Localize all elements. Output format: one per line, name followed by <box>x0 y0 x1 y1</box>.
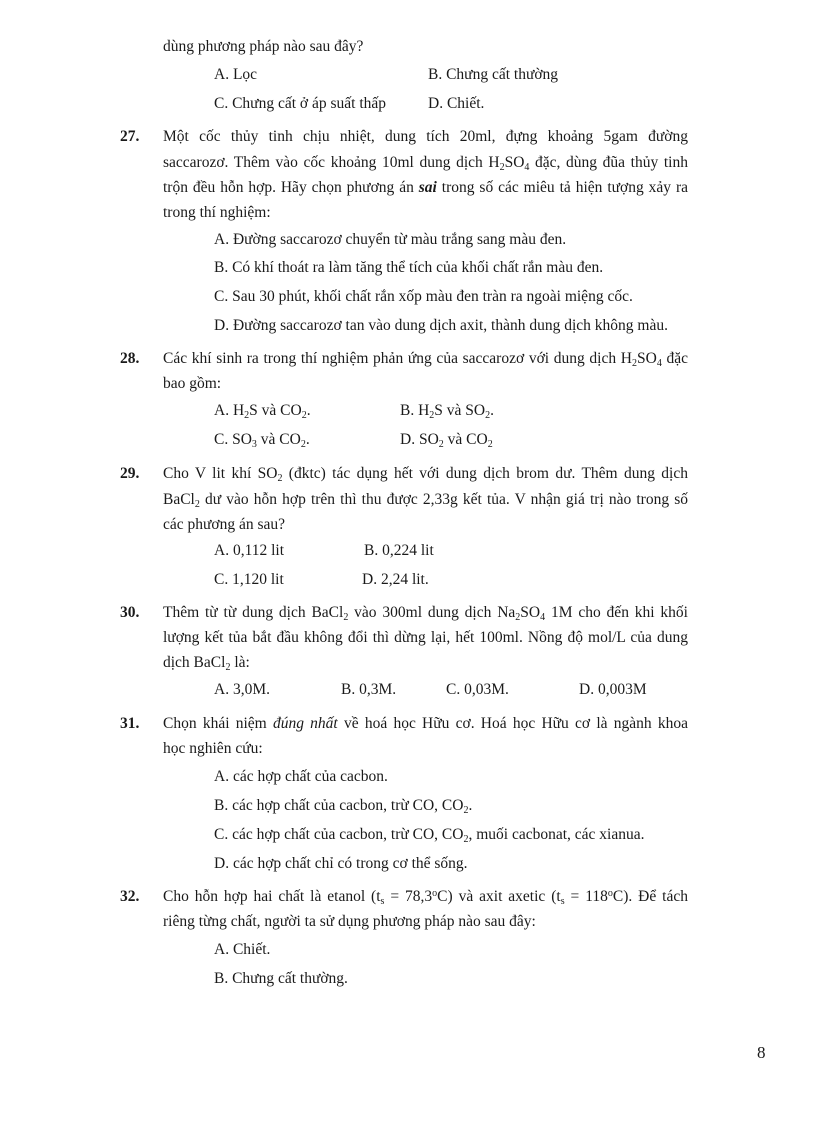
q29-option-d: D. 2,24 lit. <box>362 571 429 588</box>
question-27-number: 27. <box>120 128 140 145</box>
question-29-line-3: các phương án sau? <box>163 516 286 533</box>
question-29-line-1: Cho V lit khí $SO_2$ (đktc) tác dụng hết với dung dịch brom dư. Thêm dung dịch <box>163 465 688 484</box>
question-28-line-1: Các khí sinh ra trong thí nghiệm phản ứng của saccarozơ với dung dịch $H_2SO_4$ đặc <box>163 350 688 369</box>
question-32-line-1: Cho hỗn hợp hai chất là etanol $(t_s = 78,3^oC)$ và axit axetic $(t_s = 118^oC)$. Để tách <box>163 888 688 907</box>
question-31-number: 31. <box>120 715 140 732</box>
q32-option-a: A. Chiết. <box>214 941 271 958</box>
page-number: 8 <box>757 1043 766 1062</box>
q28-option-d: D. $SO_2$ và $CO_2$ <box>400 431 493 450</box>
question-30-line-1: Thêm từ từ dung dịch BaCl$_2$ vào 300ml dung dịch $Na_2SO_4$ 1M cho đến khi khối <box>163 604 688 623</box>
question-29-line-2: BaCl$_2$ dư vào hỗn hợp trên thì thu được 2,33g kết tủa. V nhận giá trị nào trong số <box>163 491 688 510</box>
q26-option-a: A. Lọc <box>214 66 258 83</box>
q28-option-c: C. $SO_3$ và $CO_2$. <box>214 431 310 450</box>
q29-option-b: B. 0,224 lit <box>364 542 434 559</box>
question-30-line-3: dịch BaCl$_2$ là: <box>163 654 250 673</box>
question-27-line-1: Một cốc thủy tinh chịu nhiệt, dung tích 20ml, đựng khoảng 5gam đường <box>163 128 688 145</box>
question-32-line-2: riêng từng chất, người ta sử dụng phương pháp nào sau đây: <box>163 913 536 930</box>
question-30-line-2: lượng kết tủa bắt đầu không đổi thì dừng lại, hết 100ml. Nồng độ mol/L của dung <box>163 629 688 646</box>
q27-option-c: C. Sau 30 phút, khối chất rắn xốp màu đen tràn ra ngoài miệng cốc. <box>214 288 633 305</box>
question-31-line-1: Chọn khái niệm đúng nhất về hoá học Hữu cơ. Hoá học Hữu cơ là ngành khoa <box>163 715 688 732</box>
q29-option-a: A. 0,112 lit <box>214 542 285 559</box>
question-32-number: 32. <box>120 888 140 905</box>
q30-option-b: B. 0,3M. <box>341 681 397 698</box>
q27-option-a: A. Đường saccarozơ chuyển từ màu trắng sang màu đen. <box>214 231 567 248</box>
q26-option-b: B. Chưng cất thường <box>428 66 559 83</box>
q26-option-c: C. Chưng cất ở áp suất thấp <box>214 95 386 112</box>
question-28-number: 28. <box>120 350 140 367</box>
q27-option-d: D. Đường saccarozơ tan vào dung dịch axit, thành dung dịch không màu. <box>214 317 668 334</box>
q27-option-b: B. Có khí thoát ra làm tăng thể tích của khối chất rắn màu đen. <box>214 259 604 276</box>
q28-option-a: A. $H_2S$ và $CO_2$. <box>214 402 311 421</box>
question-27-line-3: trộn đều hỗn hợp. Hãy chọn phương án sai trong số các miêu tả hiện tượng xảy ra <box>163 179 688 196</box>
q30-option-a: A. 3,0M. <box>214 681 270 698</box>
q31-option-c: C. các hợp chất của cacbon, trừ CO, $CO_2$, muối cacbonat, các xianua. <box>214 826 645 845</box>
question-28-line-2: bao gồm: <box>163 375 222 392</box>
q29-option-c: C. 1,120 lit <box>214 571 284 588</box>
q28-option-b: B. $H_2S$ và $SO_2$. <box>400 402 494 421</box>
question-27-line-2: saccarozơ. Thêm vào cốc khoảng 10ml dung dịch $H_2SO_4$ đặc, dùng đũa thủy tinh <box>163 154 688 173</box>
question-30-number: 30. <box>120 604 140 621</box>
q31-option-a: A. các hợp chất của cacbon. <box>214 768 388 785</box>
q31-option-d: D. các hợp chất chỉ có trong cơ thể sống. <box>214 855 468 872</box>
question-27-line-4: trong thí nghiệm: <box>163 204 271 221</box>
q30-option-c: C. 0,03M. <box>446 681 509 698</box>
question-29-number: 29. <box>120 465 140 482</box>
question-26-stem-end: dùng phương pháp nào sau đây? <box>163 38 364 55</box>
q31-option-b: B. các hợp chất của cacbon, trừ CO, $CO_2$. <box>214 797 473 816</box>
q32-option-b: B. Chưng cất thường. <box>214 970 348 987</box>
q30-option-d: D. 0,003M <box>579 681 647 698</box>
question-31-line-2: học nghiên cứu: <box>163 740 263 757</box>
q26-option-d: D. Chiết. <box>428 95 485 112</box>
